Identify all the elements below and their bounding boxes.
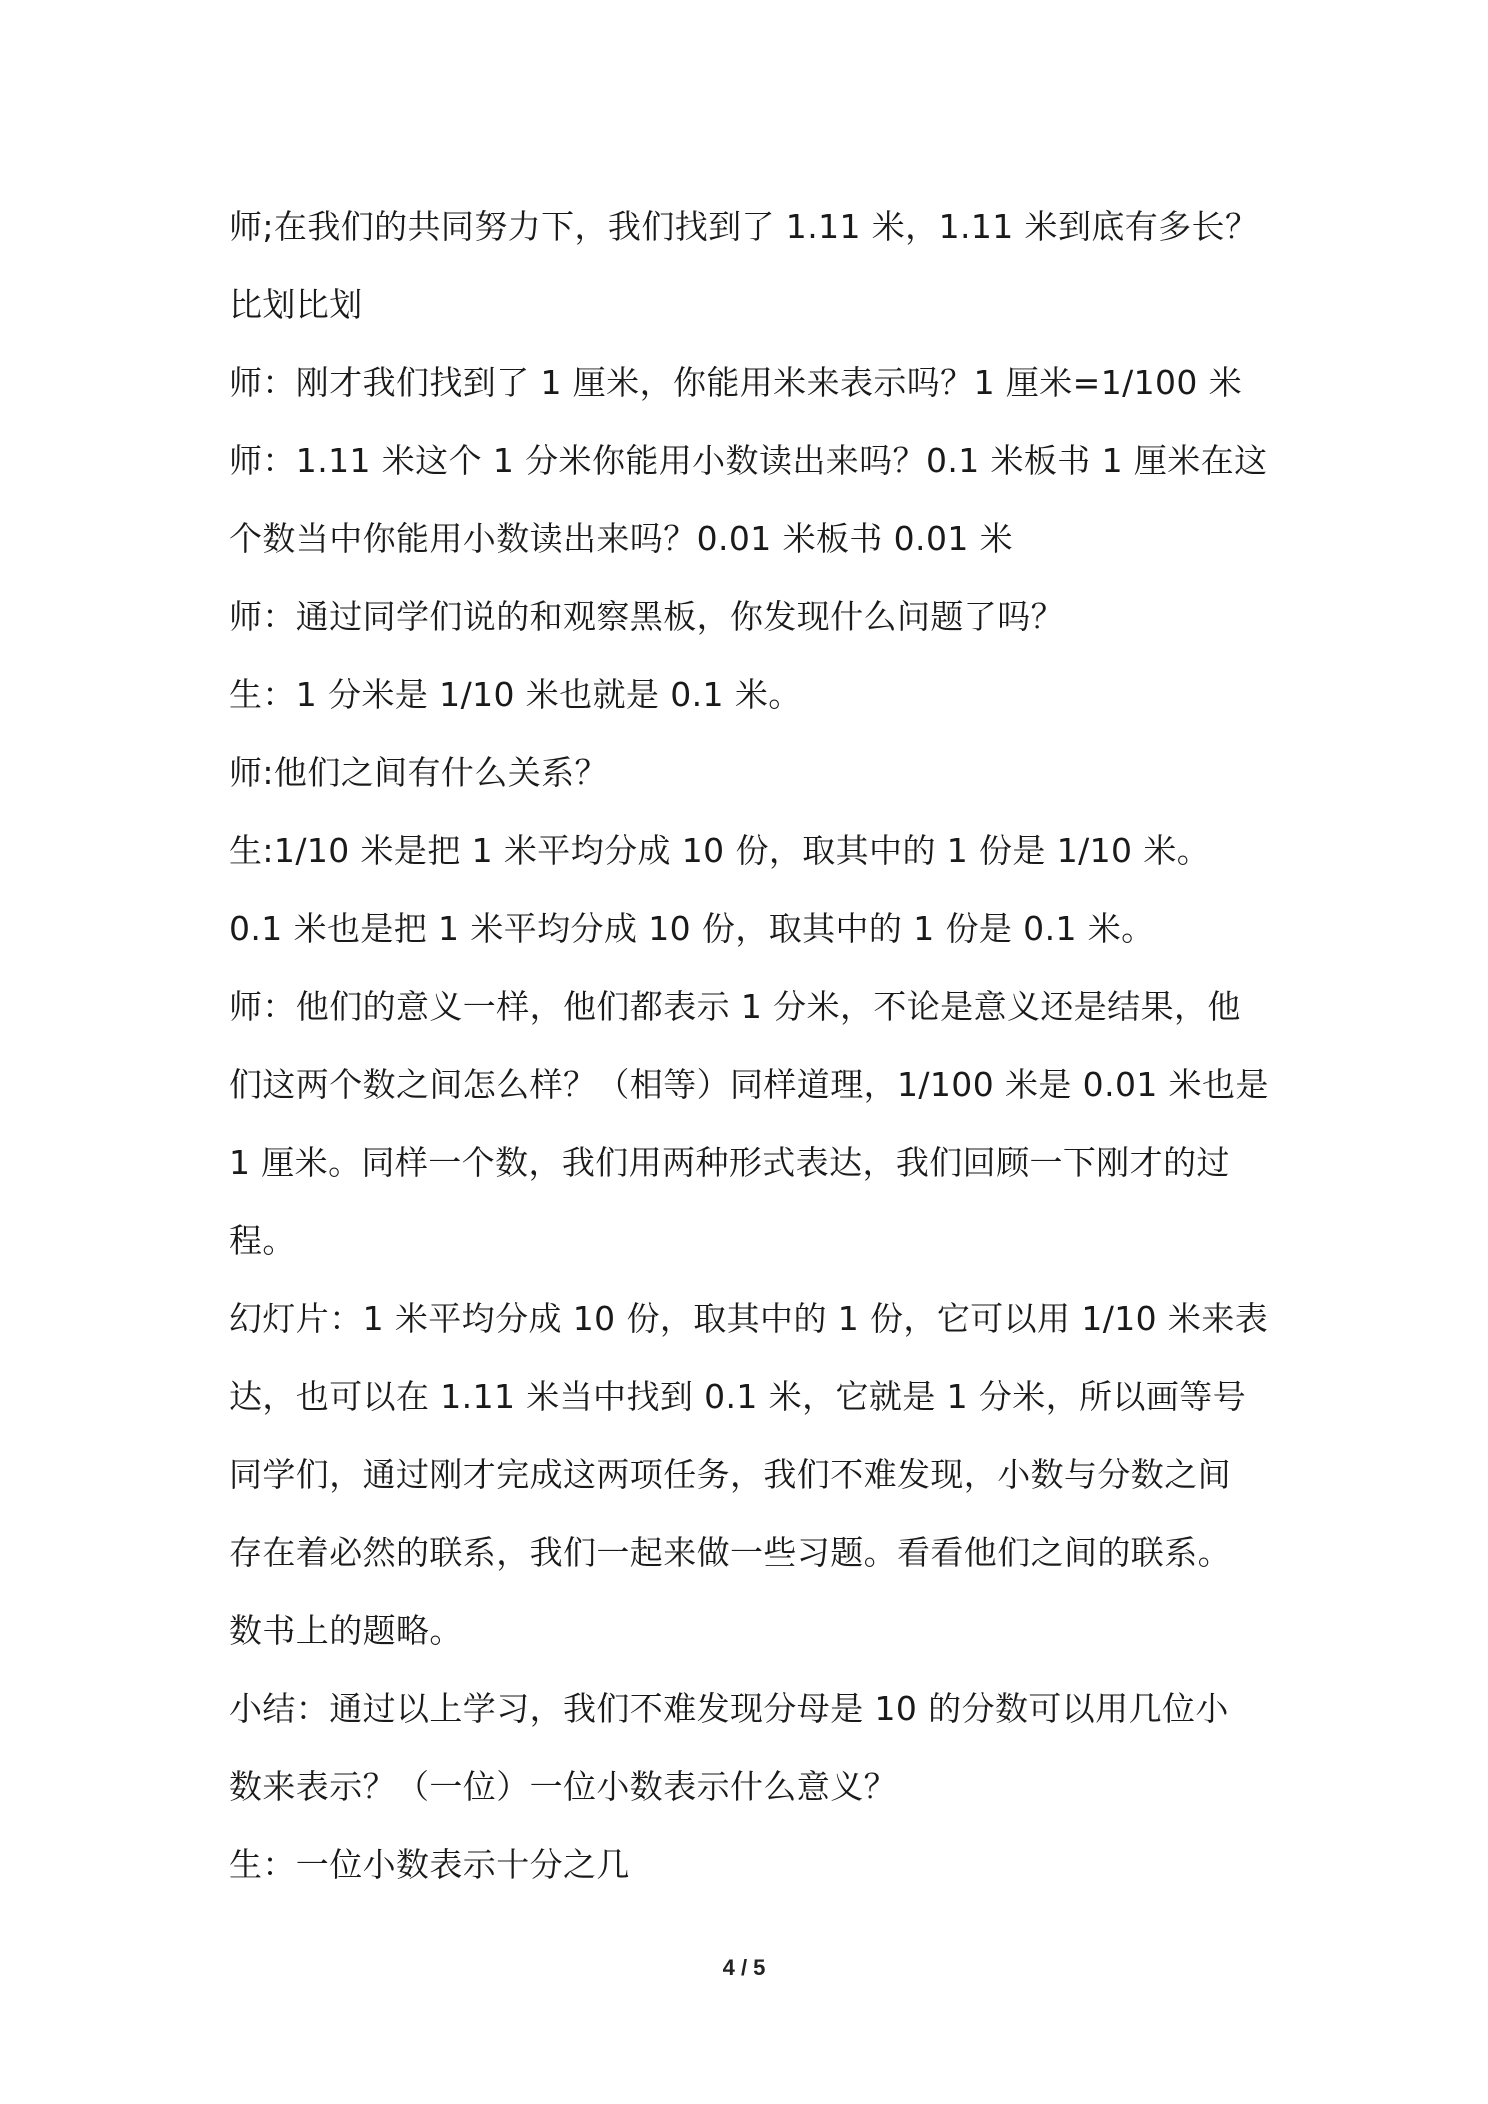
text-line: 比划比划 — [229, 285, 363, 324]
text-line: 小结：通过以上学习，我们不难发现分母是 10 的分数可以用几位小 — [229, 1689, 1229, 1728]
text-line: 达，也可以在 1.11 米当中找到 0.1 米，它就是 1 分米，所以画等号 — [229, 1377, 1247, 1416]
text-line: 师：1.11 米这个 1 分米你能用小数读出来吗？0.1 米板书 1 厘米在这 — [229, 441, 1268, 480]
text-line: 数来表示？（一位）一位小数表示什么意义？ — [229, 1767, 897, 1806]
text-line: 师:他们之间有什么关系？ — [229, 753, 608, 792]
text-line: 存在着必然的联系，我们一起来做一些习题。看看他们之间的联系。 — [229, 1533, 1231, 1572]
text-line: 生:1/10 米是把 1 米平均分成 10 份，取其中的 1 份是 1/10 米。 — [229, 831, 1211, 870]
text-line: 师：他们的意义一样，他们都表示 1 分米，不论是意义还是结果，他 — [229, 987, 1241, 1026]
text-line: 0.1 米也是把 1 米平均分成 10 份，取其中的 1 份是 0.1 米。 — [229, 909, 1155, 948]
text-line: 们这两个数之间怎么样？（相等）同样道理，1/100 米是 0.01 米也是 — [229, 1065, 1269, 1104]
text-line: 师：通过同学们说的和观察黑板，你发现什么问题了吗？ — [229, 597, 1064, 636]
text-line: 生：1 分米是 1/10 米也就是 0.1 米。 — [229, 675, 802, 714]
text-line: 同学们，通过刚才完成这两项任务，我们不难发现，小数与分数之间 — [229, 1455, 1231, 1494]
text-line: 1 厘米。同样一个数，我们用两种形式表达，我们回顾一下刚才的过 — [229, 1143, 1230, 1182]
document-body — [229, 188, 1269, 1904]
text-line: 师;在我们的共同努力下，我们找到了 1.11 米，1.11 米到底有多长？ — [229, 207, 1259, 246]
text-line: 数书上的题略。 — [229, 1611, 463, 1650]
page-number: 4 / 5 — [722, 1955, 766, 1980]
text-line: 生：一位小数表示十分之几 — [229, 1845, 630, 1884]
text-line: 个数当中你能用小数读出来吗？0.01 米板书 0.01 米 — [229, 519, 1014, 558]
text-line: 师：刚才我们找到了 1 厘米，你能用米来表示吗？1 厘米=1/100 米 — [229, 363, 1243, 402]
text-line: 幻灯片：1 米平均分成 10 份，取其中的 1 份，它可以用 1/10 米来表 — [229, 1299, 1269, 1338]
text-line: 程。 — [229, 1221, 296, 1260]
